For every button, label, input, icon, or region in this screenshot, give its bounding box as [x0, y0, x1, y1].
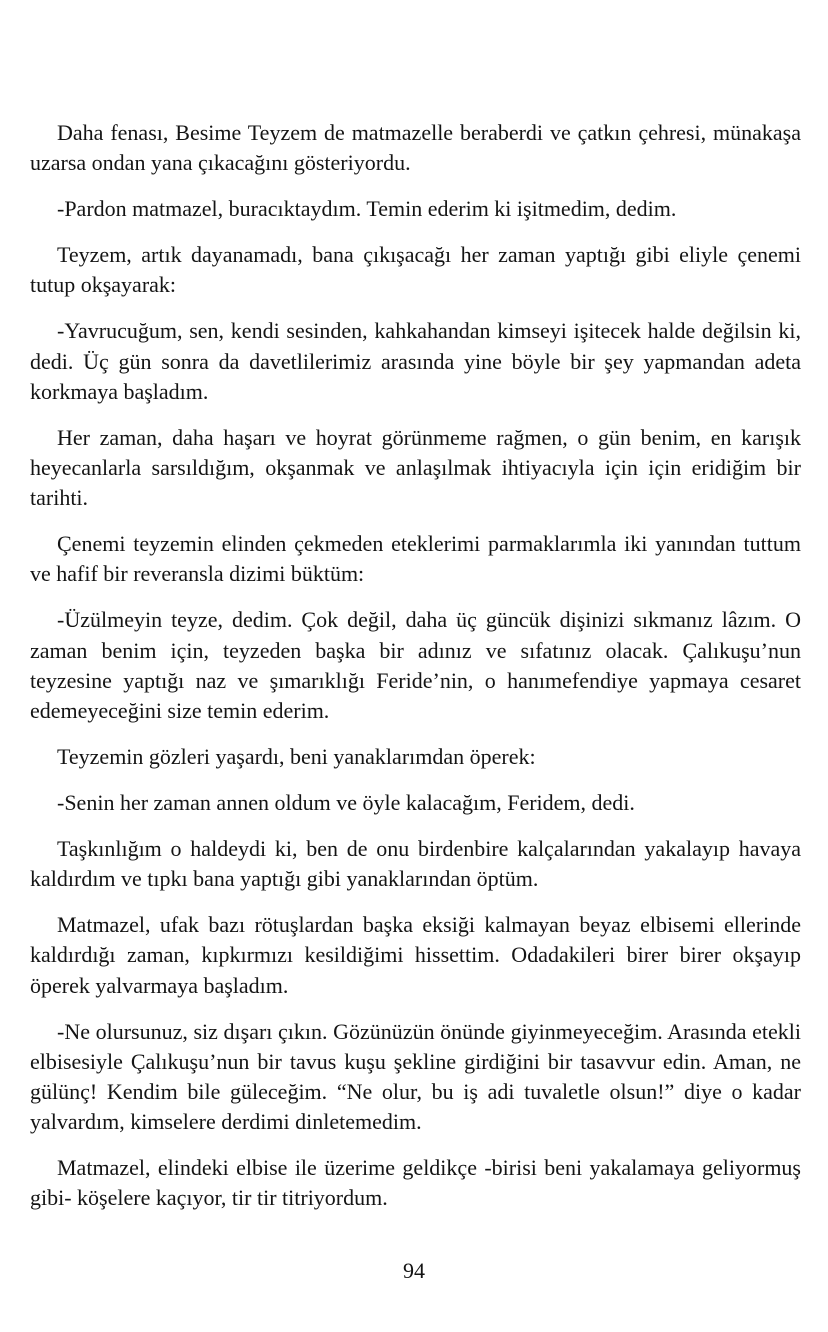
paragraph: Matmazel, ufak bazı rötuşlardan başka eksiği kalmayan beyaz elbisemi ellerinde kaldırdığı zaman, kıpkırmızı kesildiğimi hissettim. Odadakileri birer birer okşayıp öperek yalvarmaya başladım.	[30, 912, 801, 998]
paragraph: Teyzem, artık dayanamadı, bana çıkışacağı her zaman yaptığı gibi eliyle çenemi tutup okşayarak:	[30, 242, 801, 298]
paragraph: -Pardon matmazel, buracıktaydım. Temin ederim ki işitmedim, dedim.	[57, 196, 677, 222]
paragraph: -Senin her zaman annen oldum ve öyle kalacağım, Feridem, dedi.	[57, 790, 635, 816]
paragraph: Teyzemin gözleri yaşardı, beni yanaklarımdan öperek:	[57, 744, 536, 770]
paragraph: Matmazel, elindeki elbise ile üzerime geldikçe -birisi beni yakalamaya geliyormuş gibi- köşelere kaçıyor, tir tir titriyordum.	[30, 1155, 801, 1211]
page-number: 94	[403, 1258, 425, 1283]
paragraph: Taşkınlığım o haldeydi ki, ben de onu birdenbire kalçalarından yakalayıp havaya kaldırdım ve tıpkı bana yaptığı gibi yanaklarından öptüm.	[30, 836, 801, 892]
paragraph: Daha fenası, Besime Teyzem de matmazelle beraberdi ve çatkın çehresi, münakaşa uzarsa ondan yana çıkacağını gösteriyordu.	[30, 120, 801, 176]
paragraph: Çenemi teyzemin elinden çekmeden eteklerimi parmaklarımla iki yanından tuttum ve hafif bir reveransla dizimi büktüm:	[30, 531, 801, 587]
paragraph: Her zaman, daha haşarı ve hoyrat görünmeme rağmen, o gün benim, en karışık heyecanlarla sarsıldığım, okşanmak ve anlaşılmak ihtiyacıyla için için eridiğim bir tarihti.	[30, 424, 801, 511]
paragraph: -Üzülmeyin teyze, dedim. Çok değil, daha üç güncük dişinizi sıkmanız lâzım. O zaman benim için, teyzeden başka bir adınız ve sıfatınız olacak. Çalıkuşu’nun teyzesine yaptığı naz ve şımarıklığı Feride’nin, o hanımefendiye yapmaya cesaret edemeyeceğini size temin ederim.	[30, 607, 801, 724]
book-page-body	[30, 118, 801, 1229]
paragraph: -Ne olursunuz, siz dışarı çıkın. Gözünüzün önünde giyinmeyeceğim. Arasında etekli elbisesiyle Çalıkuşu’nun bir tavus kuşu şekline girdiğini bir tasavvur edin. Aman, ne gülünç! Kendim bile güleceğim. “Ne olur, bu iş adi tuvaletle olsun!” diye o kadar yalvardım, kimselere derdimi dinletemedim.	[30, 1018, 801, 1135]
paragraph: -Yavrucuğum, sen, kendi sesinden, kahkahandan kimseyi işitecek halde değilsin ki, dedi. Üç gün sonra da davetlilerimiz arasında yine böyle bir şey yapmandan adeta korkmaya başladım.	[30, 318, 801, 404]
